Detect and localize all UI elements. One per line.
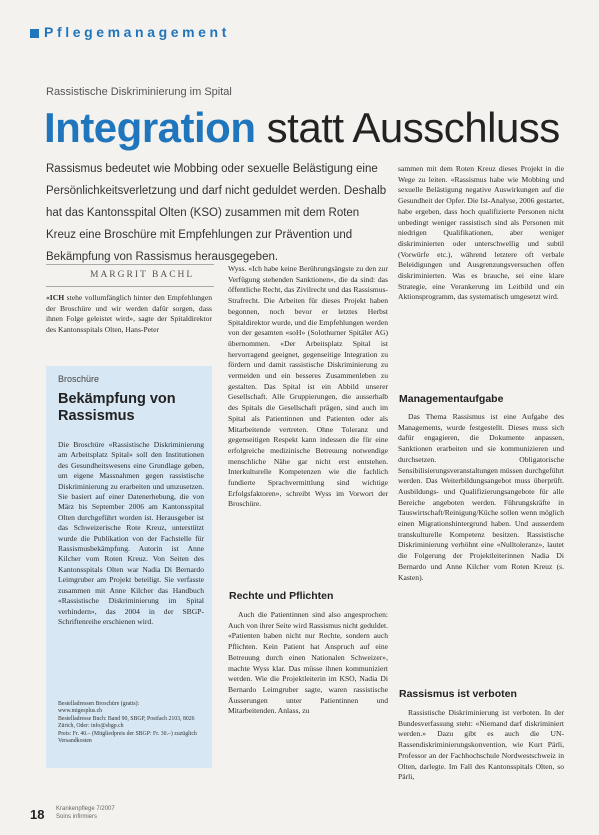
footer-line: Krankenpflege 7/2007: [56, 806, 115, 812]
author-byline: MARGRIT BACHL: [90, 270, 195, 280]
sidebar-paragraph: Die Broschüre «Rassistische Diskriminierung am Arbeitsplatz Spital» soll den Institutionen des Gesundheitswesens eine Grundlage geben, um eigene Massnahmen gegen rassistische Diskriminierung zu erarbeiten und umzusetzen. Sie basiert auf einer Datenerhebung, die von März bis September 2006 am Kantonsspital Olten durchgeführt worden ist. Herausgeber ist das Schweizerische Rote Kreuz, unterstützt wurde die Publikation von der Fachstelle für Rassismusbekämpfung. Autorin ist Anne Kilcher vom Roten Kreuz. Von Seiten des Kantonsspitals Olten war Nadia Di Bernardo Leimgruber am Projekt beteiligt. Sie verfasste zusammen mit Anne Kilcher das Handbuch «Rassistische Diskriminierung im Spital verhindern», das 2004 in der SBGP-Schriftenreihe erschienen wird.: [58, 440, 204, 626]
column-2-paragraph: Auch die Patientinnen sind also angesprochen: Auch von ihrer Seite wird Rassismus nicht geduldet. «Patienten haben nicht nur Rechte, sondern auch Pflichten. Kein Patient hat Anspruch auf eine Betreuung durch einen Nationalen Schweizer», machte Wyss klar. Das müsse ihnen kommuniziert werden. Wie die Projektleiterin im KSO, Nadia Di Bernardo Leimgruber sagte, waren rassistische Äusserungen unter Patientinnen und Mitarbeitenden. Anlass, zu: [228, 610, 388, 716]
sidebar-note-line: Preis: Fr. 40.– (Mitgliedpreis der SBGP: Fr. 30.–) zuzüglich Versandkosten: [58, 730, 197, 745]
column-2-paragraph: Wyss. «Ich habe keine Berührungsängste zu den zur Verfügung stehenden Sanktionen», die da sind: das öffentliche Recht, das Zivilrecht und das Rassismus-Strafrecht. Die Arbeiten für dieses Projekt haben begonnen, noch bevor er letztes Herbst Spitaldirektor wurde, und die Empfehlungen werden von der gesamten «soH» (Solothurner Spitäler AG) übernommen. «Der Arbeitsplatz Spital ist hervorragend geeignet, gegenseitige Integration zu fördern und damit rassistische Diskriminierung zu vermeiden und ein besseres Zusammenleben zu gestalten. Das Spital ist ein Abbild unserer Gesellschaft. Alle Gruppierungen, die ausserhalb des Spitals die Gesellschaft prägen, sind auch im Spital als Patientinnen und Patienten oder als Mitarbeitende vertreten. Ohne Toleranz und gegenseitigen Respekt kann indessen die für eine erfolgreiche medizinische Betreuung notwendige menschliche Nähe gar nicht erst entstehen. Interkulturelle Kompetenzen wie die fachlich fundierte Sprachvermittlung sind wichtige Erfolgsfaktoren», schreibt Wyss im Vorwort der Broschüre.: [228, 264, 388, 509]
column-2-bottom: [228, 610, 388, 717]
column-3-bottom: [398, 708, 564, 783]
intro-text: stehe vollumfänglich hinter den Empfehlungen der Broschüre und wir werden dafür sorgen, dass ihnen Folge geleistet wird», sagte der Spitaldirektor des Kantonsspitals Olten, Hans-Peter: [46, 293, 212, 335]
intro-dropcap: «ICH: [46, 293, 65, 302]
byline-rule-bottom: [46, 286, 214, 287]
column-3-paragraph: sammen mit dem Roten Kreuz dieses Projekt in die Wege zu leiten. «Rassismus habe wie Mobbing und sexuelle Belästigung negative Auswirkungen auf die Gesundheit der Opfer. Die Ist-Analyse, 2006 gestartet, habe ergeben, dass hoch qualifizierte Personen nicht unbedingt weniger rassistisch sind als Personen mit niedrigen Qualifikationen, aber weniger diskriminierten oder unterschwellig und subtil (Vorwürfe etc.), während letztere oft verbale Beleidigungen und Ausgrenzungsversuchen offen diskriminierten. Was es brauche, sei eine klare Strategie, eine Verankerung im Leitbild und ein Aktionsprogramm, das systematisch umgesetzt wird.: [398, 164, 564, 302]
headline-highlight: Integration: [44, 104, 256, 151]
subhead-rechte: Rechte und Pflichten: [229, 590, 334, 602]
column-3-paragraph: Rassistische Diskriminierung ist verboten. In der Bundesverfassung steht: «Niemand darf diskriminiert werden.» Dazu gibt es auch die UN-Rassendiskriminierungskonvention, wie Kurt Pärli, Professor an der Fachhochschule Nordwestschweiz in Olten, darlegte. Im Fall des Kantonsspitals Olten, so Pärli,: [398, 708, 564, 782]
footer-line: Soins infirmiers: [56, 813, 98, 820]
section-marker: [30, 29, 39, 38]
article-headline: [44, 104, 560, 152]
column-3-top: [398, 164, 564, 303]
sidebar-note-line: Bestelladressen Broschüre (gratis):: [58, 701, 140, 707]
byline-rule-top: [46, 264, 214, 265]
column-3-paragraph: Das Thema Rassismus ist eine Aufgabe des Managements, wurde festgestellt. Dieses muss sich dafür engagieren, die Dokumente anpassen, Sanktionen erarbeiten und sie kommunizieren und durchsetzen. Obligatorische Sensibilisierungsveranstaltungen müssen durchgeführt werden. Das Weiterbildungsangebot muss überprüft. Ausbildungs- und Qualifizierungsangebote für alle Bereiche angeboten werden. Führungskräfte in Tauswirtschaft/Reinigung/Küche sollen wenn möglich einen Migrationshintergrund haben. Und ausserdem transkulturelle Kompetenz besitzen. Rassistische Diskriminierung verhöhnt eine «Nulltoleranz», lautet die Folgerung der Projektleiterinnen Nadia Di Bernardo und Anne Kilcher vom Roten Kreuz (s. Kasten).: [398, 412, 564, 582]
intro-paragraph: [46, 293, 212, 336]
sidebar-kicker: Broschüre: [58, 374, 100, 384]
sidebar-box: [46, 366, 212, 768]
subhead-rassismus-verboten: Rassismus ist verboten: [399, 688, 517, 700]
sidebar-text: [58, 440, 204, 627]
column-2-top: [228, 264, 388, 510]
page-number: 18: [30, 807, 45, 822]
column-3-middle: [398, 412, 564, 583]
subhead-management: Managementaufgabe: [399, 393, 504, 405]
sidebar-note-line: www.migesplus.ch: [58, 708, 103, 715]
sidebar-order-info: [58, 701, 204, 745]
publication-footer: [56, 806, 115, 821]
article-kicker: Rassistische Diskriminierung im Spital: [46, 86, 232, 98]
article-lead: Rassismus bedeutet wie Mobbing oder sexuelle Belästigung eine Persönlichkeitsverletzung und darf nicht geduldet werden. Deshalb hat das Kantonsspital Olten (KSO) zusammen mit dem Roten Kreuz eine Broschüre mit Empfehlungen zur Prävention und Bekämpfung von Rassismus herausgegeben.: [46, 163, 387, 263]
section-label: Pflegemanagement: [44, 24, 230, 40]
sidebar-note-line: Bestelladresse Buch: Band 90, SBGP, Postfach 2103, 8026 Zürich, Oder: info@sbgp.ch: [58, 715, 195, 730]
headline-rest: statt Ausschluss: [255, 104, 560, 151]
sidebar-title: Bekämpfung von Rassismus: [58, 391, 176, 424]
